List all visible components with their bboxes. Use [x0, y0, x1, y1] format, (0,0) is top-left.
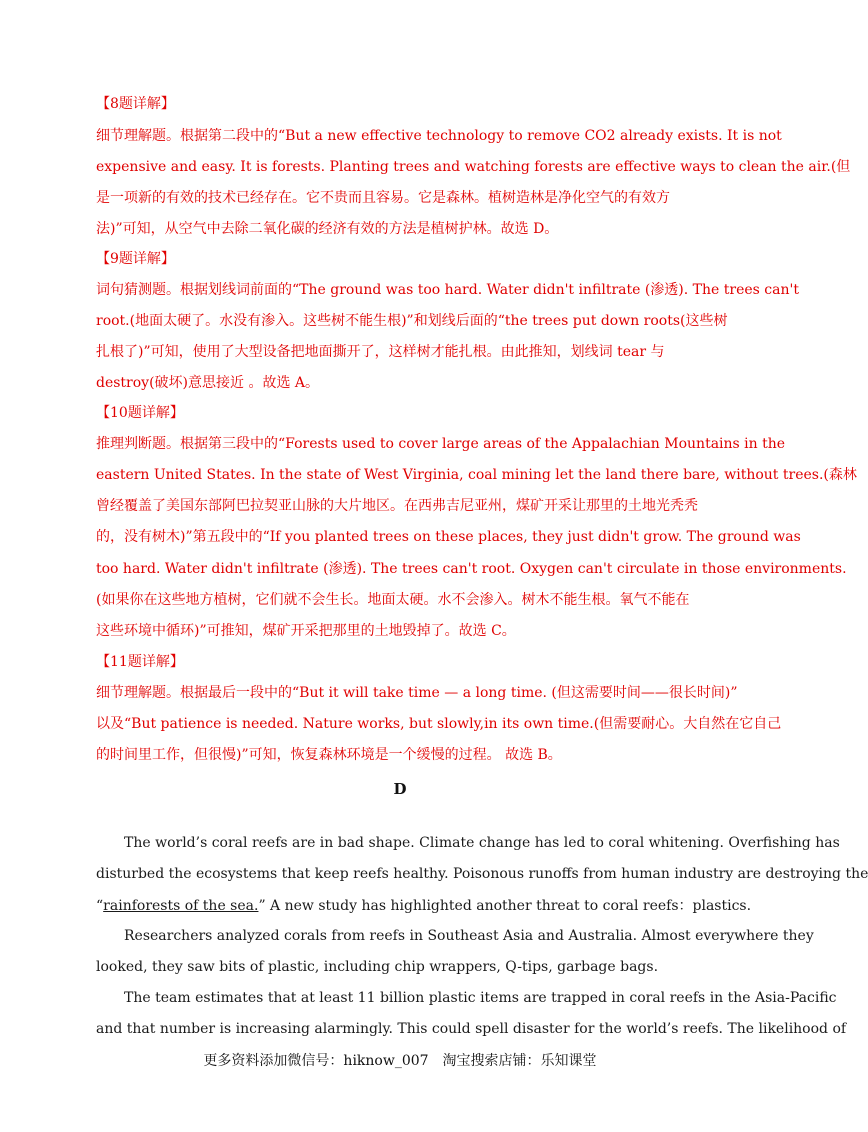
- explanation-11-line: 细节理解题。根据最后一段中的“But it will take time — a long time. (但这需要时间——很长时间)”: [96, 685, 738, 701]
- explanation-8-heading: 【8题详解】: [96, 96, 175, 112]
- explanation-8-line: 细节理解题。根据第二段中的“But a new effective technology to remove CO2 already exists. It is not: [96, 128, 782, 144]
- explanation-11-line: 以及“But patience is needed. Nature works, but slowly,in its own time.(但需要耐心。大自然在它自己: [96, 716, 782, 732]
- explanation-10-line: 这些环境中循环)”可推知，煤矿开采把那里的土地毁掉了。故选 C。: [96, 623, 516, 639]
- underlined-phrase: rainforests of the sea.: [103, 898, 259, 914]
- explanation-9-line: root.(地面太硬了。水没有渗入。这些树不能生根)”和划线后面的“the trees put down roots(这些树: [96, 313, 728, 329]
- explanation-10-line: 推理判断题。根据第三段中的“Forests used to cover large areas of the Appalachian Mountains in the: [96, 436, 786, 452]
- section-title: D: [393, 780, 407, 798]
- passage-line: The team estimates that at least 11 billion plastic items are trapped in coral reefs in the Asia-Pacific: [124, 990, 837, 1006]
- passage-line: Researchers analyzed corals from reefs in Southeast Asia and Australia. Almost everywhere they: [124, 928, 814, 944]
- passage-line: and that number is increasing alarmingly. This could spell disaster for the world’s reefs. The likelihood of: [96, 1021, 847, 1037]
- explanation-10-line: too hard. Water didn't infiltrate (渗透). The trees can't root. Oxygen can't circulate in those environments.: [96, 561, 847, 577]
- explanation-10-heading: 【10题详解】: [96, 405, 184, 421]
- explanation-8-line: 法)”可知，从空气中去除二氧化碳的经济有效的方法是植树护林。故选 D。: [96, 221, 559, 237]
- explanation-9-line: destroy(破坏)意思接近 。故选 A。: [96, 375, 320, 391]
- explanation-10-line: 曾经覆盖了美国东部阿巴拉契亚山脉的大片地区。在西弗吉尼亚州，煤矿开采让那里的土地光秃秃: [96, 498, 698, 514]
- page-footer: 更多资料添加微信号：hiknow_007 淘宝搜索店铺：乐知课堂: [203, 1053, 597, 1069]
- explanation-9-line: 扎根了)”可知，使用了大型设备把地面撕开了，这样树才能扎根。由此推知，划线词 tear 与: [96, 344, 665, 360]
- open-quote: “: [96, 898, 104, 914]
- explanation-8-line: expensive and easy. It is forests. Planting trees and watching forests are effective ways to clean the air.(但: [96, 159, 851, 175]
- explanation-11-line: 的时间里工作，但很慢)”可知，恢复森林环境是一个缓慢的过程。 故选 B。: [96, 747, 562, 763]
- explanation-11-heading: 【11题详解】: [96, 654, 184, 670]
- passage-text: ” A new study has highlighted another threat to coral reefs：plastics.: [258, 898, 752, 914]
- explanation-9-heading: 【9题详解】: [96, 251, 175, 267]
- explanation-8-line: 是一项新的有效的技术已经存在。它不贵而且容易。它是森林。植树造林是净化空气的有效方: [96, 190, 670, 206]
- passage-line: looked, they saw bits of plastic, including chip wrappers, Q-tips, garbage bags.: [96, 959, 659, 975]
- passage-line: disturbed the ecosystems that keep reefs healthy. Poisonous runoffs from human industry are destroying the: [96, 866, 868, 882]
- passage-line: The world’s coral reefs are in bad shape. Climate change has led to coral whitening. Overfishing has: [124, 835, 840, 851]
- explanation-10-line: eastern United States. In the state of West Virginia, coal mining let the land there bare, without trees.(森林: [96, 467, 857, 483]
- explanation-10-line: 的，没有树木)”第五段中的“If you planted trees on these places, they just didn't grow. The ground was: [96, 529, 801, 545]
- explanation-10-line: (如果你在这些地方植树，它们就不会生长。地面太硬。水不会渗入。树木不能生根。氧气不能在: [96, 592, 690, 608]
- explanation-9-line: 词句猜测题。根据划线词前面的“The ground was too hard. Water didn't infiltrate (渗透). The trees can't: [96, 282, 799, 298]
- passage-line: [96, 896, 752, 916]
